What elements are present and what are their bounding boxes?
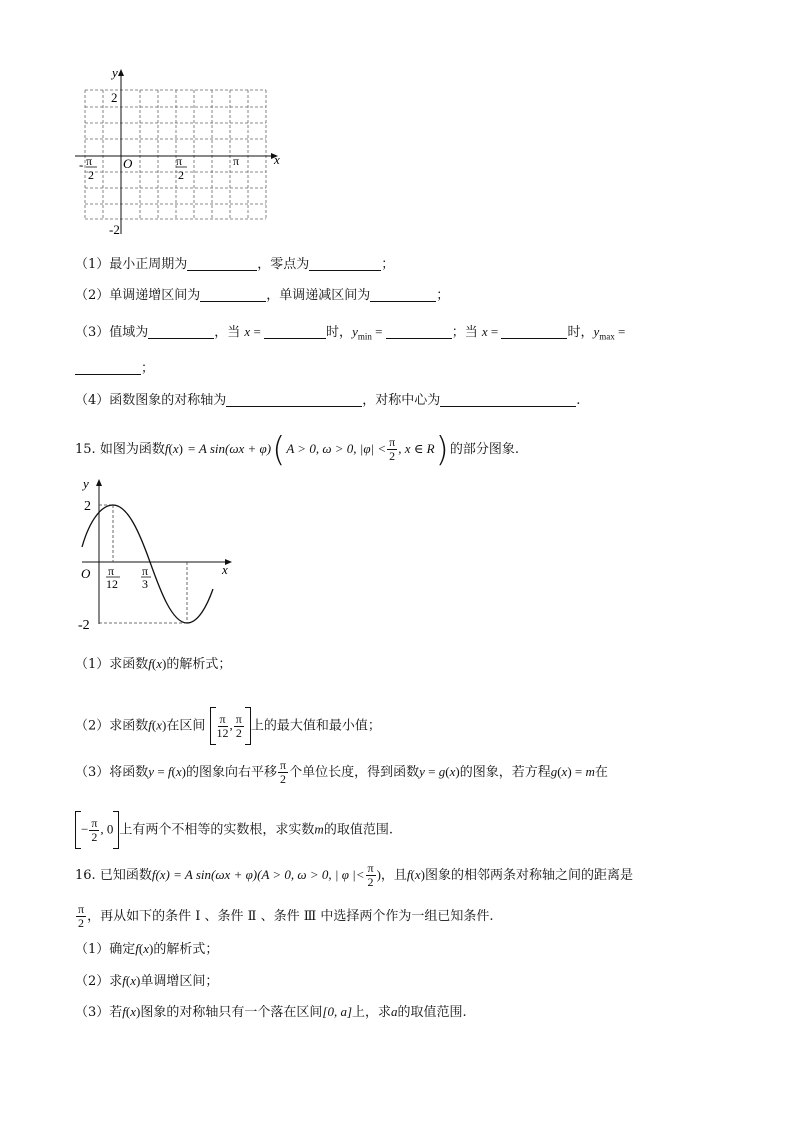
x-tick-neg-sign: - (79, 157, 84, 172)
q14-part2: （2）单调递增区间为 ，单调递减区间为 ； (75, 288, 450, 303)
q14-part3: （3）值域为 ，当 x = 时，$y_{min}$ = ；当 x = 时，$y_{max}$ = (75, 324, 626, 342)
y-tick-bottom: -2 (78, 618, 90, 633)
blank-y-max[interactable] (75, 360, 141, 375)
x-tick-neg-pi: π (86, 154, 93, 168)
blank-range[interactable] (148, 324, 214, 339)
blank-period[interactable] (187, 256, 257, 271)
blank-y-min[interactable] (386, 324, 452, 339)
blank-x-min[interactable] (264, 324, 326, 339)
blank-axis[interactable] (226, 392, 362, 407)
x-tick-pi: π (233, 154, 240, 168)
question-number: 15. (75, 442, 96, 457)
q14-part3-cont: ； (75, 360, 154, 378)
blank-x-max[interactable] (501, 324, 567, 339)
q14-part1: （1）最小正周期为 ，零点为 ； (75, 257, 395, 272)
x-axis-label: x (222, 562, 228, 577)
blank-center[interactable] (440, 392, 576, 407)
grid-graph (70, 62, 290, 242)
sine-graph (70, 474, 250, 634)
q16-part1: （1）确定f(x)的解析式； (75, 941, 219, 957)
q15-part2: （2）求函数f(x)在区间 $\frac{\pi}{12}$ , $\frac{\pi}{2}$ 上的最大值和最小值； (75, 707, 381, 745)
blank-decreasing[interactable] (370, 287, 436, 302)
x-axis-label: x (274, 152, 280, 167)
y-tick-top: 2 (111, 90, 118, 105)
blank-zeros[interactable] (309, 256, 381, 271)
question-number: 16. (75, 868, 96, 883)
q15-part1: （1）求函数f(x)的解析式； (75, 656, 232, 672)
origin-label: O (81, 566, 91, 581)
q16-stem-cont: $\frac{\pi}{2}$ ，再从如下的条件 Ⅰ 、条件 Ⅱ 、条件 Ⅲ 中选择两个作为一组已知条件. (78, 902, 494, 930)
y-tick-top: 2 (84, 499, 91, 514)
q15-part3: （3）将函数y = f(x)的图象向右平移 $\frac{\pi}{2}$ 个单位长度，得到函数y = g(x)的图象，若方程g(x) = m在 (75, 758, 608, 786)
q16-part2: （2）求f(x)单调增区间； (75, 973, 219, 989)
x-tick-pi-3-num: π (142, 564, 149, 578)
q15-part3-cont: − $\frac{\pi}{2}$ , 0 上有两个不相等的实数根，求实数m的取值范围. (75, 811, 393, 849)
x-tick-pi-12-num: π (108, 564, 115, 578)
x-tick-neg-two: 2 (88, 168, 94, 182)
q16-part3: （3）若f(x)图象的对称轴只有一个落在区间[0, a]上，求a的取值范围. (75, 1004, 467, 1020)
origin-label: O (123, 156, 133, 171)
y-axis-label: y (83, 476, 89, 491)
y-tick-bottom: -2 (109, 222, 120, 237)
x-tick-half-two: 2 (178, 168, 184, 182)
q16-stem: 16. 已知函数f(x) = A sin(ωx + φ)(A > 0, ω > 0, | φ |< $\frac{\pi}{2}$ )，且f(x)图象的相邻两条对称轴之间的距离是 (75, 861, 634, 889)
blank-increasing[interactable] (200, 287, 266, 302)
x-tick-pi-3-den: 3 (142, 577, 148, 591)
x-tick-half-pi: π (176, 154, 183, 168)
y-axis-label: y (112, 65, 118, 80)
x-tick-pi-12-den: 12 (106, 577, 118, 591)
q15-stem: 15. 如图为函数f(x) = A sin(ωx + φ)(A > 0, ω > 0, |φ| < $\frac{\pi}{2}$ , x ∈ R)的部分图象. (75, 429, 519, 470)
q14-part4: （4）函数图象的对称轴为 ，对称中心为 . (75, 393, 581, 408)
